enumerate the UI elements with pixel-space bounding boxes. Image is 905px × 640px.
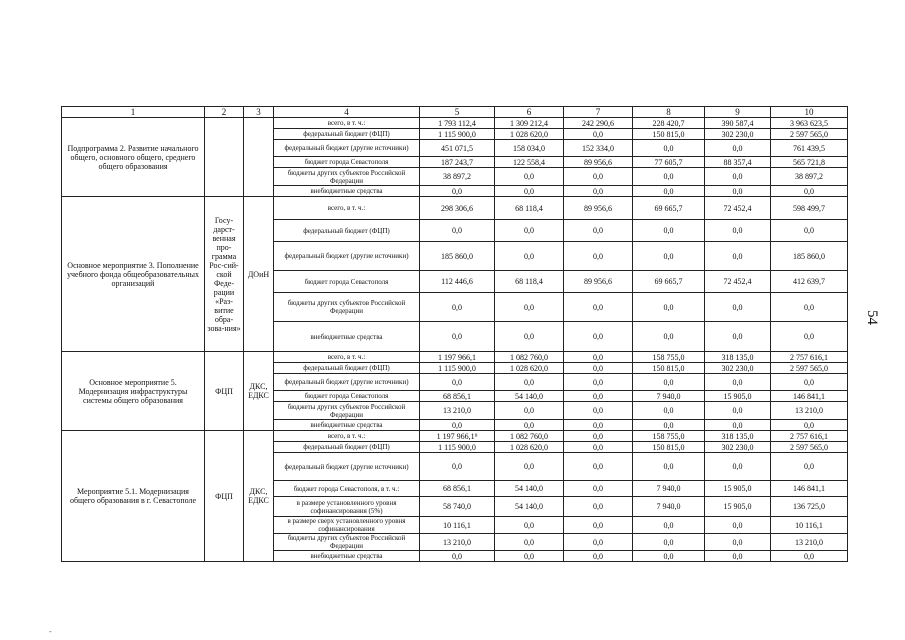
amount-cell: 0,0 bbox=[420, 220, 495, 242]
amount-cell: 0,0 bbox=[705, 420, 771, 431]
amount-cell: 0,0 bbox=[495, 534, 564, 551]
amount-cell: 150 815,0 bbox=[633, 129, 705, 140]
amount-cell: 0,0 bbox=[771, 374, 848, 391]
amount-cell: 0,0 bbox=[771, 322, 848, 352]
funding-source-cell: бюджет города Севастополя bbox=[274, 157, 420, 168]
funding-source-cell: внебюджетные средства bbox=[274, 551, 420, 562]
amount-cell: 158 755,0 bbox=[633, 431, 705, 442]
amount-cell: 89 956,6 bbox=[564, 157, 633, 168]
amount-cell: 72 452,4 bbox=[705, 271, 771, 293]
funding-source-cell: бюджеты других субъектов Российской Федерации bbox=[274, 293, 420, 322]
amount-cell: 598 499,7 bbox=[771, 197, 848, 220]
amount-cell: 187 243,7 bbox=[420, 157, 495, 168]
amount-cell: 0,0 bbox=[771, 220, 848, 242]
amount-cell: 0,0 bbox=[705, 293, 771, 322]
amount-cell: 0,0 bbox=[495, 220, 564, 242]
column-header: 2 bbox=[205, 107, 244, 118]
amount-cell: 302 230,0 bbox=[705, 129, 771, 140]
amount-cell: 38 897,2 bbox=[771, 168, 848, 186]
amount-cell: 54 140,0 bbox=[495, 481, 564, 497]
amount-cell: 0,0 bbox=[564, 363, 633, 374]
amount-cell: 0,0 bbox=[564, 352, 633, 363]
amount-cell: 10 116,1 bbox=[420, 517, 495, 534]
column-header: 7 bbox=[564, 107, 633, 118]
amount-cell: 0,0 bbox=[564, 534, 633, 551]
amount-cell: 0,0 bbox=[495, 293, 564, 322]
amount-cell: 1 115 900,0 bbox=[420, 129, 495, 140]
amount-cell: 1 082 760,0 bbox=[495, 352, 564, 363]
amount-cell: 412 639,7 bbox=[771, 271, 848, 293]
amount-cell: 69 665,7 bbox=[633, 271, 705, 293]
executor-cell: ДКС, ЕДКС bbox=[244, 352, 274, 431]
amount-cell: 68 856,1 bbox=[420, 481, 495, 497]
amount-cell: 0,0 bbox=[564, 453, 633, 481]
amount-cell: 7 940,0 bbox=[633, 391, 705, 402]
amount-cell: 0,0 bbox=[705, 322, 771, 352]
amount-cell: 302 230,0 bbox=[705, 442, 771, 453]
table-row bbox=[62, 118, 848, 129]
amount-cell: 0,0 bbox=[495, 242, 564, 271]
amount-cell: 13 210,0 bbox=[771, 534, 848, 551]
funding-source-cell: федеральный бюджет (другие источники) bbox=[274, 140, 420, 157]
column-header: 5 bbox=[420, 107, 495, 118]
amount-cell: 0,0 bbox=[705, 534, 771, 551]
program-cell: ФЦП bbox=[205, 431, 244, 562]
amount-cell: 0,0 bbox=[564, 129, 633, 140]
amount-cell: 0,0 bbox=[705, 220, 771, 242]
amount-cell: 1 115 900,0 bbox=[420, 363, 495, 374]
page-number: 54 bbox=[864, 310, 880, 325]
amount-cell: 0,0 bbox=[495, 453, 564, 481]
funding-source-cell: бюджет города Севастополя, в т. ч.: bbox=[274, 481, 420, 497]
amount-cell: 13 210,0 bbox=[420, 402, 495, 420]
amount-cell: 0,0 bbox=[495, 186, 564, 197]
column-header: 6 bbox=[495, 107, 564, 118]
amount-cell: 0,0 bbox=[633, 453, 705, 481]
column-header: 4 bbox=[274, 107, 420, 118]
table-body bbox=[62, 107, 848, 562]
amount-cell: 10 116,1 bbox=[771, 517, 848, 534]
amount-cell: 13 210,0 bbox=[420, 534, 495, 551]
amount-cell: 1 115 900,0 bbox=[420, 442, 495, 453]
amount-cell: 0,0 bbox=[495, 420, 564, 431]
amount-cell: 72 452,4 bbox=[705, 197, 771, 220]
funding-source-cell: бюджеты других субъектов Российской Федерации bbox=[274, 534, 420, 551]
funding-source-cell: внебюджетные средства bbox=[274, 322, 420, 352]
amount-cell: 150 815,0 bbox=[633, 442, 705, 453]
funding-source-cell: всего, в т. ч.: bbox=[274, 431, 420, 442]
amount-cell: 0,0 bbox=[420, 551, 495, 562]
funding-source-cell: внебюджетные средства bbox=[274, 186, 420, 197]
amount-cell: 7 940,0 bbox=[633, 497, 705, 517]
activity-name-cell: Подпрограмма 2. Развитие начального общего, основного общего, среднего общего образования bbox=[62, 118, 205, 197]
amount-cell: 0,0 bbox=[633, 140, 705, 157]
amount-cell: 242 290,6 bbox=[564, 118, 633, 129]
activity-name-cell: Основное мероприятие 3. Пополнение учебного фонда общеобразовательных организаций bbox=[62, 197, 205, 352]
amount-cell: 0,0 bbox=[705, 140, 771, 157]
funding-source-cell: федеральный бюджет (другие источники) bbox=[274, 374, 420, 391]
activity-name-cell: Мероприятие 5.1. Модернизация общего образования в г. Севастополе bbox=[62, 431, 205, 562]
amount-cell: 0,0 bbox=[564, 293, 633, 322]
amount-cell: 0,0 bbox=[564, 391, 633, 402]
amount-cell: 0,0 bbox=[564, 374, 633, 391]
amount-cell: 228 420,7 bbox=[633, 118, 705, 129]
amount-cell: 0,0 bbox=[633, 186, 705, 197]
amount-cell: 1 028 620,0 bbox=[495, 363, 564, 374]
activity-name-cell: Основное мероприятие 5. Модернизация инфраструктуры системы общего образования bbox=[62, 352, 205, 431]
amount-cell: 2 757 616,1 bbox=[771, 352, 848, 363]
amount-cell: 0,0 bbox=[564, 168, 633, 186]
amount-cell: 2 757 616,1 bbox=[771, 431, 848, 442]
amount-cell: 150 815,0 bbox=[633, 363, 705, 374]
amount-cell: 2 597 565,0 bbox=[771, 363, 848, 374]
amount-cell: 0,0 bbox=[705, 242, 771, 271]
amount-cell: 0,0 bbox=[564, 322, 633, 352]
amount-cell: 761 439,5 bbox=[771, 140, 848, 157]
table-row bbox=[62, 197, 848, 220]
amount-cell: 38 897,2 bbox=[420, 168, 495, 186]
amount-cell: 15 905,0 bbox=[705, 481, 771, 497]
amount-cell: 1 028 620,0 bbox=[495, 129, 564, 140]
amount-cell: 318 135,0 bbox=[705, 431, 771, 442]
amount-cell: 0,0 bbox=[495, 517, 564, 534]
amount-cell: 146 841,1 bbox=[771, 391, 848, 402]
amount-cell: 122 558,4 bbox=[495, 157, 564, 168]
amount-cell: 0,0 bbox=[633, 420, 705, 431]
amount-cell: 0,0 bbox=[420, 293, 495, 322]
amount-cell: 0,0 bbox=[771, 420, 848, 431]
program-cell: Госу-дарст-венная про-грамма Рос-сий-ской Феде-рации «Раз-витие обра-зова-ния» bbox=[205, 197, 244, 352]
amount-cell: 0,0 bbox=[705, 402, 771, 420]
amount-cell: 0,0 bbox=[420, 374, 495, 391]
amount-cell: 0,0 bbox=[633, 322, 705, 352]
column-header: 3 bbox=[244, 107, 274, 118]
amount-cell: 0,0 bbox=[564, 402, 633, 420]
amount-cell: 0,0 bbox=[564, 517, 633, 534]
amount-cell: 1 028 620,0 bbox=[495, 442, 564, 453]
funding-source-cell: бюджет города Севастополя bbox=[274, 271, 420, 293]
amount-cell: 0,0 bbox=[564, 220, 633, 242]
amount-cell: 0,0 bbox=[495, 374, 564, 391]
amount-cell: 0,0 bbox=[495, 322, 564, 352]
funding-source-cell: внебюджетные средства bbox=[274, 420, 420, 431]
amount-cell: 112 446,6 bbox=[420, 271, 495, 293]
amount-cell: 298 306,6 bbox=[420, 197, 495, 220]
amount-cell: 0,0 bbox=[705, 168, 771, 186]
amount-cell: 0,0 bbox=[633, 534, 705, 551]
amount-cell: 68 118,4 bbox=[495, 197, 564, 220]
amount-cell: 7 940,0 bbox=[633, 481, 705, 497]
amount-cell: 0,0 bbox=[564, 442, 633, 453]
amount-cell: 185 860,0 bbox=[420, 242, 495, 271]
amount-cell: 0,0 bbox=[564, 242, 633, 271]
amount-cell: 0,0 bbox=[420, 420, 495, 431]
amount-cell: 0,0 bbox=[633, 220, 705, 242]
amount-cell: 0,0 bbox=[564, 186, 633, 197]
funding-source-cell: бюджеты других субъектов Российской Федерации bbox=[274, 402, 420, 420]
column-header: 1 bbox=[62, 107, 205, 118]
amount-cell: 89 956,6 bbox=[564, 271, 633, 293]
amount-cell: 0,0 bbox=[705, 517, 771, 534]
amount-cell: 0,0 bbox=[633, 517, 705, 534]
column-header: 8 bbox=[633, 107, 705, 118]
amount-cell: 2 597 565,0 bbox=[771, 442, 848, 453]
amount-cell: 68 118,4 bbox=[495, 271, 564, 293]
amount-cell: 0,0 bbox=[633, 293, 705, 322]
amount-cell: 77 605,7 bbox=[633, 157, 705, 168]
amount-cell: 0,0 bbox=[705, 186, 771, 197]
header-row bbox=[62, 107, 848, 118]
amount-cell: 54 140,0 bbox=[495, 391, 564, 402]
funding-table bbox=[61, 106, 848, 562]
funding-source-cell: всего, в т. ч.: bbox=[274, 352, 420, 363]
amount-cell: 54 140,0 bbox=[495, 497, 564, 517]
amount-cell: 1 309 212,4 bbox=[495, 118, 564, 129]
amount-cell: 0,0 bbox=[420, 186, 495, 197]
executor-cell: ДКС, ЕДКС bbox=[244, 431, 274, 562]
amount-cell: 0,0 bbox=[633, 402, 705, 420]
program-cell bbox=[205, 118, 244, 197]
funding-source-cell: в размере сверх установленного уровня софинансирования bbox=[274, 517, 420, 534]
amount-cell: 13 210,0 bbox=[771, 402, 848, 420]
amount-cell: 302 230,0 bbox=[705, 363, 771, 374]
funding-source-cell: всего, в т. ч.: bbox=[274, 118, 420, 129]
amount-cell: 89 956,6 bbox=[564, 197, 633, 220]
amount-cell: 318 135,0 bbox=[705, 352, 771, 363]
funding-source-cell: федеральный бюджет (ФЦП) bbox=[274, 363, 420, 374]
table-row bbox=[62, 431, 848, 442]
amount-cell: 0,0 bbox=[771, 293, 848, 322]
amount-cell: 0,0 bbox=[420, 453, 495, 481]
amount-cell: 451 071,5 bbox=[420, 140, 495, 157]
amount-cell: 158 755,0 bbox=[633, 352, 705, 363]
executor-cell: ДОиН bbox=[244, 197, 274, 352]
funding-source-cell: в размере установленного уровня софинансирования (5%) bbox=[274, 497, 420, 517]
funding-source-cell: федеральный бюджет (другие источники) bbox=[274, 453, 420, 481]
amount-cell: 136 725,0 bbox=[771, 497, 848, 517]
amount-cell: 0,0 bbox=[495, 551, 564, 562]
funding-source-cell: бюджеты других субъектов Российской Федерации bbox=[274, 168, 420, 186]
amount-cell: 185 860,0 bbox=[771, 242, 848, 271]
amount-cell: 0,0 bbox=[771, 186, 848, 197]
amount-cell: 0,0 bbox=[771, 453, 848, 481]
amount-cell: 2 597 565,0 bbox=[771, 129, 848, 140]
stray-mark: - bbox=[49, 627, 52, 636]
amount-cell: 1 082 760,0 bbox=[495, 431, 564, 442]
funding-source-cell: бюджет города Севастополя bbox=[274, 391, 420, 402]
amount-cell: 58 740,0 bbox=[420, 497, 495, 517]
amount-cell: 152 334,0 bbox=[564, 140, 633, 157]
column-header: 9 bbox=[705, 107, 771, 118]
amount-cell: 0,0 bbox=[495, 168, 564, 186]
amount-cell: 0,0 bbox=[771, 551, 848, 562]
amount-cell: 0,0 bbox=[633, 242, 705, 271]
amount-cell: 390 587,4 bbox=[705, 118, 771, 129]
amount-cell: 3 963 623,5 bbox=[771, 118, 848, 129]
table-row bbox=[62, 352, 848, 363]
amount-cell: 1 793 112,4 bbox=[420, 118, 495, 129]
amount-cell: 1 197 966,1 bbox=[420, 352, 495, 363]
funding-source-cell: федеральный бюджет (другие источники) bbox=[274, 242, 420, 271]
amount-cell: 158 034,0 bbox=[495, 140, 564, 157]
column-header: 10 bbox=[771, 107, 848, 118]
amount-cell: 69 665,7 bbox=[633, 197, 705, 220]
amount-cell: 0,0 bbox=[564, 481, 633, 497]
amount-cell: 88 357,4 bbox=[705, 157, 771, 168]
amount-cell: 565 721,8 bbox=[771, 157, 848, 168]
amount-cell: 0,0 bbox=[633, 551, 705, 562]
amount-cell: 0,0 bbox=[705, 453, 771, 481]
amount-cell: 0,0 bbox=[705, 551, 771, 562]
amount-cell: 0,0 bbox=[564, 420, 633, 431]
amount-cell: 68 856,1 bbox=[420, 391, 495, 402]
funding-source-cell: федеральный бюджет (ФЦП) bbox=[274, 442, 420, 453]
funding-source-cell: федеральный бюджет (ФЦП) bbox=[274, 220, 420, 242]
executor-cell bbox=[244, 118, 274, 197]
amount-cell: 0,0 bbox=[564, 497, 633, 517]
amount-cell: 0,0 bbox=[420, 322, 495, 352]
amount-cell: 15 905,0 bbox=[705, 391, 771, 402]
funding-source-cell: федеральный бюджет (ФЦП) bbox=[274, 129, 420, 140]
amount-cell: 0,0 bbox=[564, 431, 633, 442]
amount-cell: 1 197 966,1⁹ bbox=[420, 431, 495, 442]
amount-cell: 0,0 bbox=[705, 374, 771, 391]
amount-cell: 15 905,0 bbox=[705, 497, 771, 517]
amount-cell: 0,0 bbox=[564, 551, 633, 562]
program-cell: ФЦП bbox=[205, 352, 244, 431]
amount-cell: 0,0 bbox=[633, 168, 705, 186]
funding-source-cell: всего, в т. ч.: bbox=[274, 197, 420, 220]
amount-cell: 0,0 bbox=[633, 374, 705, 391]
amount-cell: 0,0 bbox=[495, 402, 564, 420]
amount-cell: 146 841,1 bbox=[771, 481, 848, 497]
